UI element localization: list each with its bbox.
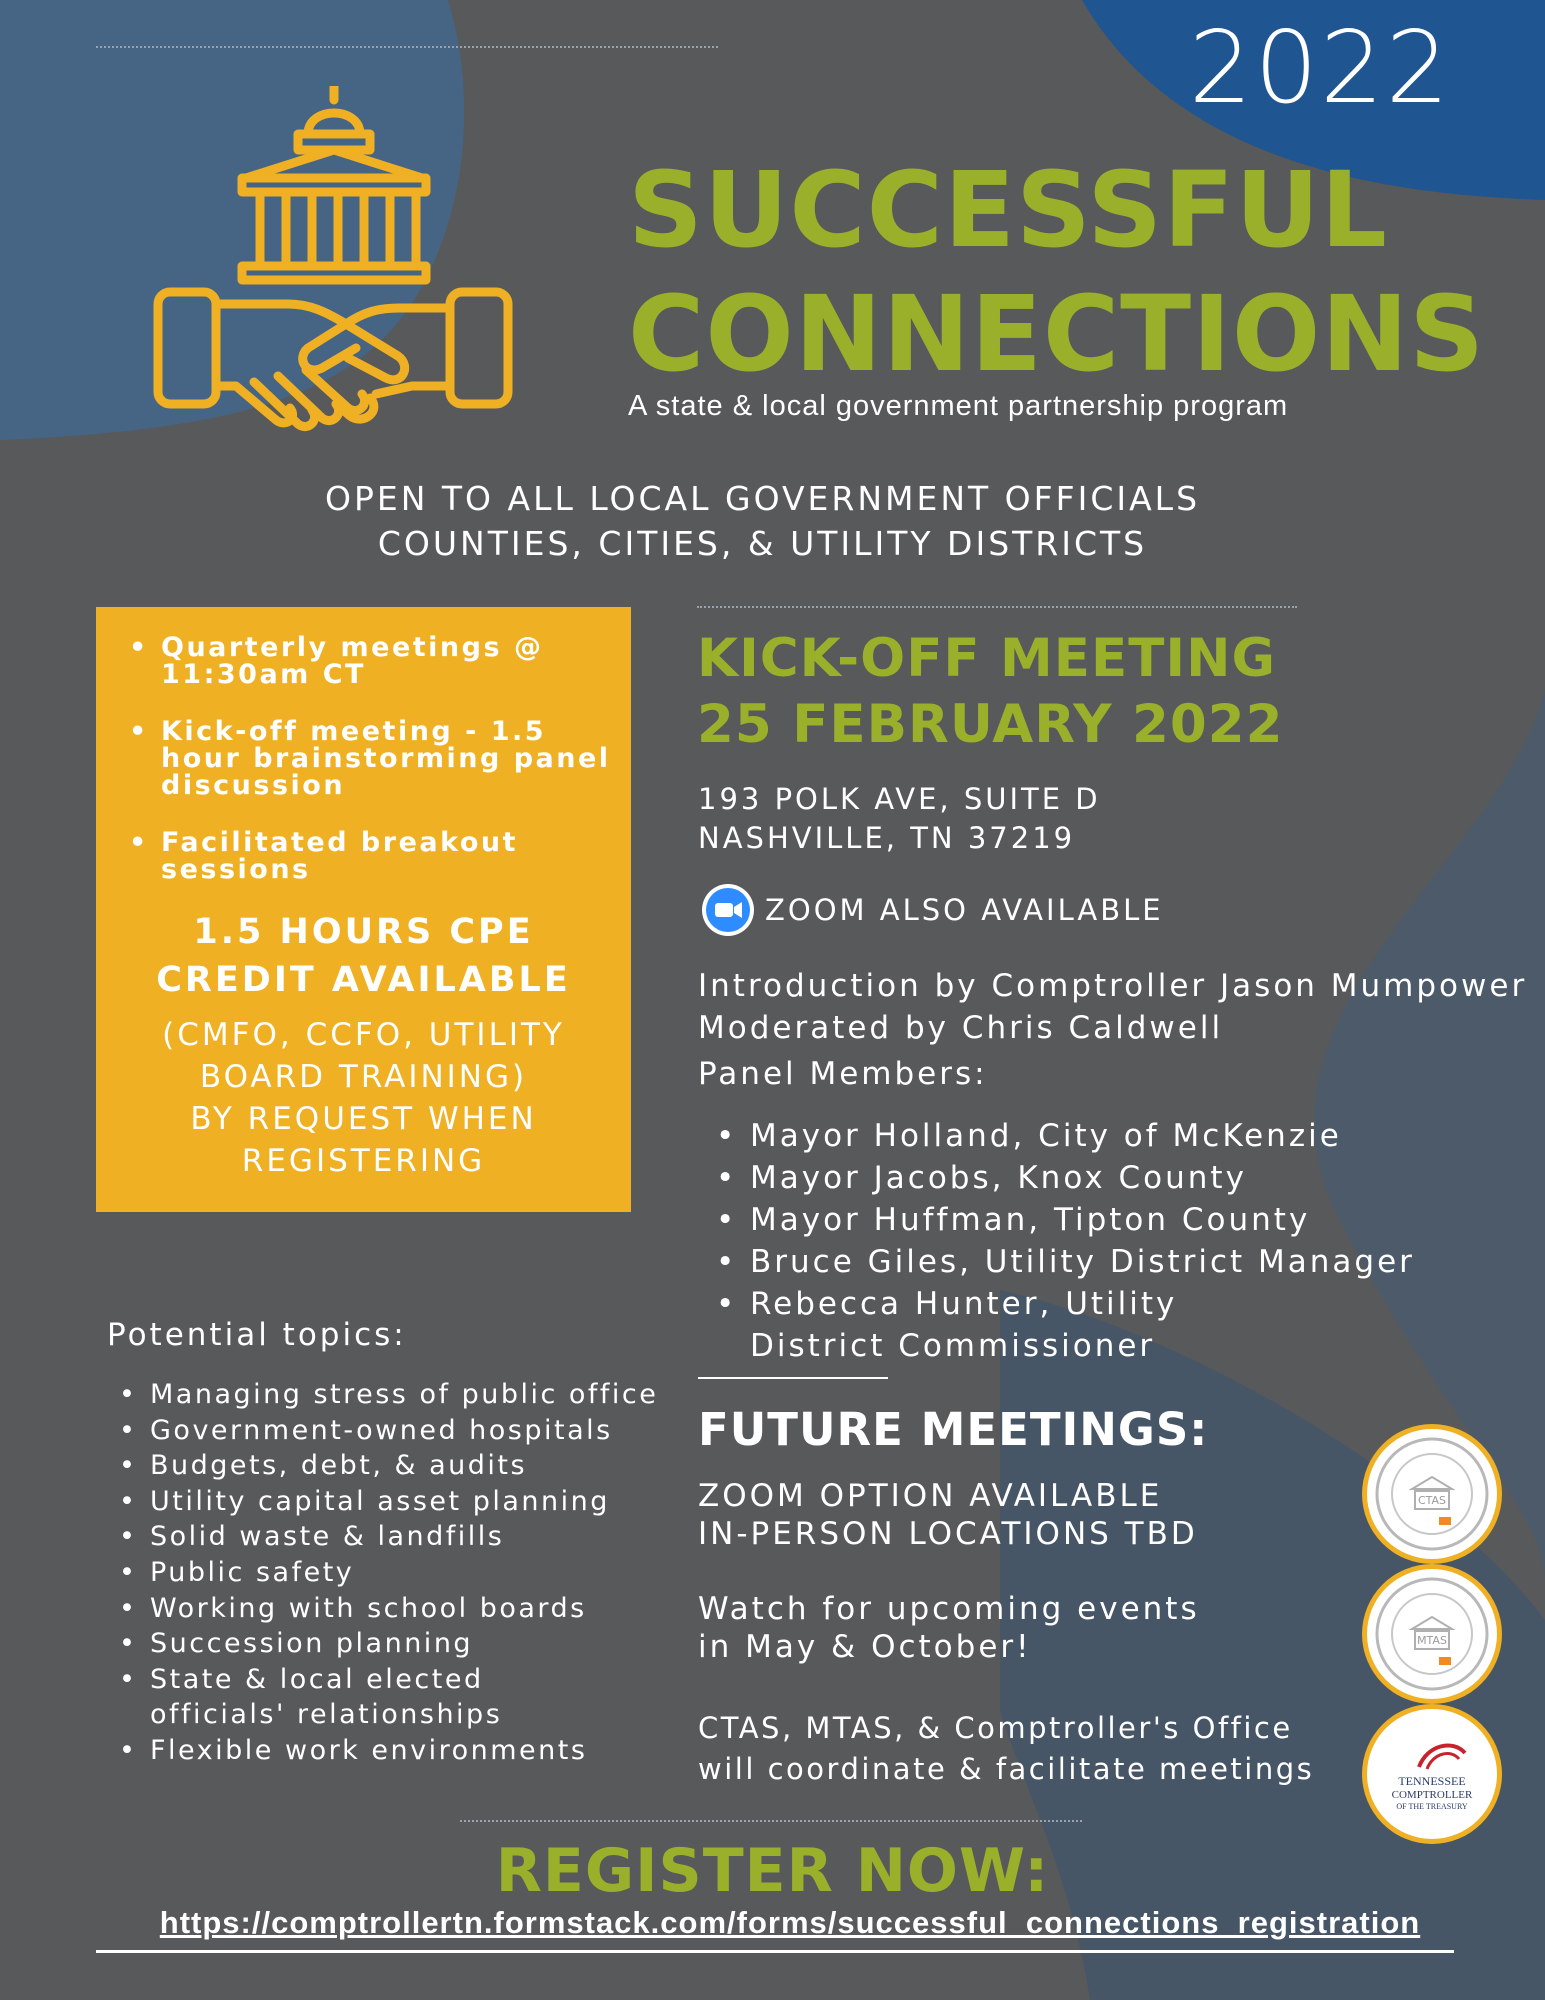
topic-item: • Public safety (107, 1555, 667, 1591)
address-line-2: NASHVILLE, TN 37219 (698, 821, 1076, 855)
audience-banner (0, 476, 1525, 566)
panel-member: • Mayor Holland, City of McKenzie (698, 1115, 1518, 1157)
future-details (698, 1477, 1198, 1553)
comptroller-seal-line-1: TENNESSEE (1398, 1774, 1466, 1788)
zoom-icon (702, 884, 754, 936)
cpe-line-1: 1.5 HOURS CPE (193, 912, 534, 952)
mtas-seal-text: MTAS (1417, 1634, 1447, 1647)
kickoff-address (698, 780, 1101, 858)
upcoming-events (698, 1590, 1200, 1666)
topic-item: • Succession planning (107, 1626, 667, 1662)
ctas-seal (1362, 1424, 1502, 1564)
kickoff-divider (697, 606, 1297, 608)
audience-line-1: OPEN TO ALL LOCAL GOVERNMENT OFFICIALS (324, 479, 1201, 518)
details-item: • Kick-off meeting - 1.5 hour brainstorming panel discussion (161, 718, 631, 799)
future-divider (698, 1377, 888, 1379)
register-heading: REGISTER NOW: (495, 1836, 1050, 1906)
details-item: • Quarterly meetings @ 11:30am CT (161, 634, 631, 688)
event-title (628, 148, 1488, 396)
details-box (96, 607, 631, 1212)
details-list (96, 634, 631, 883)
coord-line-2: will coordinate & facilitate meetings (698, 1752, 1315, 1786)
cpe-note (96, 1014, 631, 1182)
coordinators (698, 1708, 1314, 1790)
panel-member: • Bruce Giles, Utility District Manager (698, 1241, 1518, 1283)
topic-item: • Working with school boards (107, 1591, 667, 1627)
details-item: • Facilitated breakout sessions (161, 829, 631, 883)
zoom-availability: ZOOM ALSO AVAILABLE (765, 893, 1164, 927)
audience-line-2: COUNTIES, CITIES, & UTILITY DISTRICTS (377, 524, 1148, 563)
future-line-2: IN-PERSON LOCATIONS TBD (698, 1516, 1198, 1552)
panel-member: • Mayor Huffman, Tipton County (698, 1199, 1518, 1241)
mtas-seal (1362, 1564, 1502, 1704)
kickoff-heading (697, 626, 1284, 758)
title-line-1: SUCCESSFUL (628, 149, 1388, 271)
ctas-seal-text: CTAS (1417, 1494, 1447, 1507)
future-line-1: ZOOM OPTION AVAILABLE (698, 1478, 1163, 1514)
bottom-divider (96, 1950, 1454, 1953)
address-line-1: 193 POLK AVE, SUITE D (698, 782, 1101, 816)
topic-item: • Government-owned hospitals (107, 1413, 667, 1449)
comptroller-seal-line-3: OF THE TREASURY (1396, 1802, 1468, 1811)
capitol-handshake-icon (150, 86, 520, 448)
comptroller-seal (1362, 1704, 1502, 1844)
topics-heading: Potential topics: (107, 1317, 407, 1353)
topic-item: • Solid waste & landfills (107, 1519, 667, 1555)
topic-item: • Flexible work environments (107, 1733, 667, 1769)
watch-line-2: in May & October! (698, 1629, 1032, 1665)
kickoff-title: KICK-OFF MEETING (697, 628, 1276, 689)
register-divider (460, 1820, 1082, 1822)
introduction: Introduction by Comptroller Jason Mumpower (698, 968, 1528, 1004)
topic-item: • Budgets, debt, & audits (107, 1448, 667, 1484)
year: 2022 (1188, 9, 1452, 126)
comptroller-seal-line-2: COMPTROLLER (1391, 1789, 1473, 1801)
top-divider (96, 46, 718, 48)
kickoff-date: 25 FEBRUARY 2022 (697, 694, 1284, 755)
moderator: Moderated by Chris Caldwell (698, 1010, 1224, 1046)
panel-member: • Rebecca Hunter, Utility District Commissioner (698, 1283, 1310, 1367)
panel-members (698, 1115, 1518, 1367)
title-line-2: CONNECTIONS (628, 273, 1486, 395)
cpe-note-line: BOARD TRAINING) (199, 1059, 528, 1095)
cpe-credit (96, 908, 631, 1004)
future-heading: FUTURE MEETINGS: (698, 1403, 1209, 1456)
watch-line-1: Watch for upcoming events (698, 1591, 1200, 1627)
topic-item: • State & local elected officials' relationships (107, 1662, 620, 1733)
cpe-line-2: CREDIT AVAILABLE (156, 960, 571, 1000)
coord-line-1: CTAS, MTAS, & Comptroller's Office (698, 1711, 1293, 1745)
kickoff-hosts (698, 965, 1527, 1049)
topic-item: • Utility capital asset planning (107, 1484, 667, 1520)
cpe-note-line: BY REQUEST WHEN (190, 1101, 537, 1137)
topic-item: • Managing stress of public office (107, 1377, 667, 1413)
cpe-note-line: (CMFO, CCFO, UTILITY (162, 1017, 565, 1053)
panel-heading: Panel Members: (698, 1056, 988, 1092)
subtitle: A state & local government partnership program (628, 390, 1289, 422)
panel-member: • Mayor Jacobs, Knox County (698, 1157, 1518, 1199)
cpe-note-line: REGISTERING (241, 1143, 486, 1179)
registration-link[interactable]: https://comptrollertn.formstack.com/forms/successful_connections_registration (159, 1905, 1421, 1940)
topics-list (107, 1377, 667, 1769)
